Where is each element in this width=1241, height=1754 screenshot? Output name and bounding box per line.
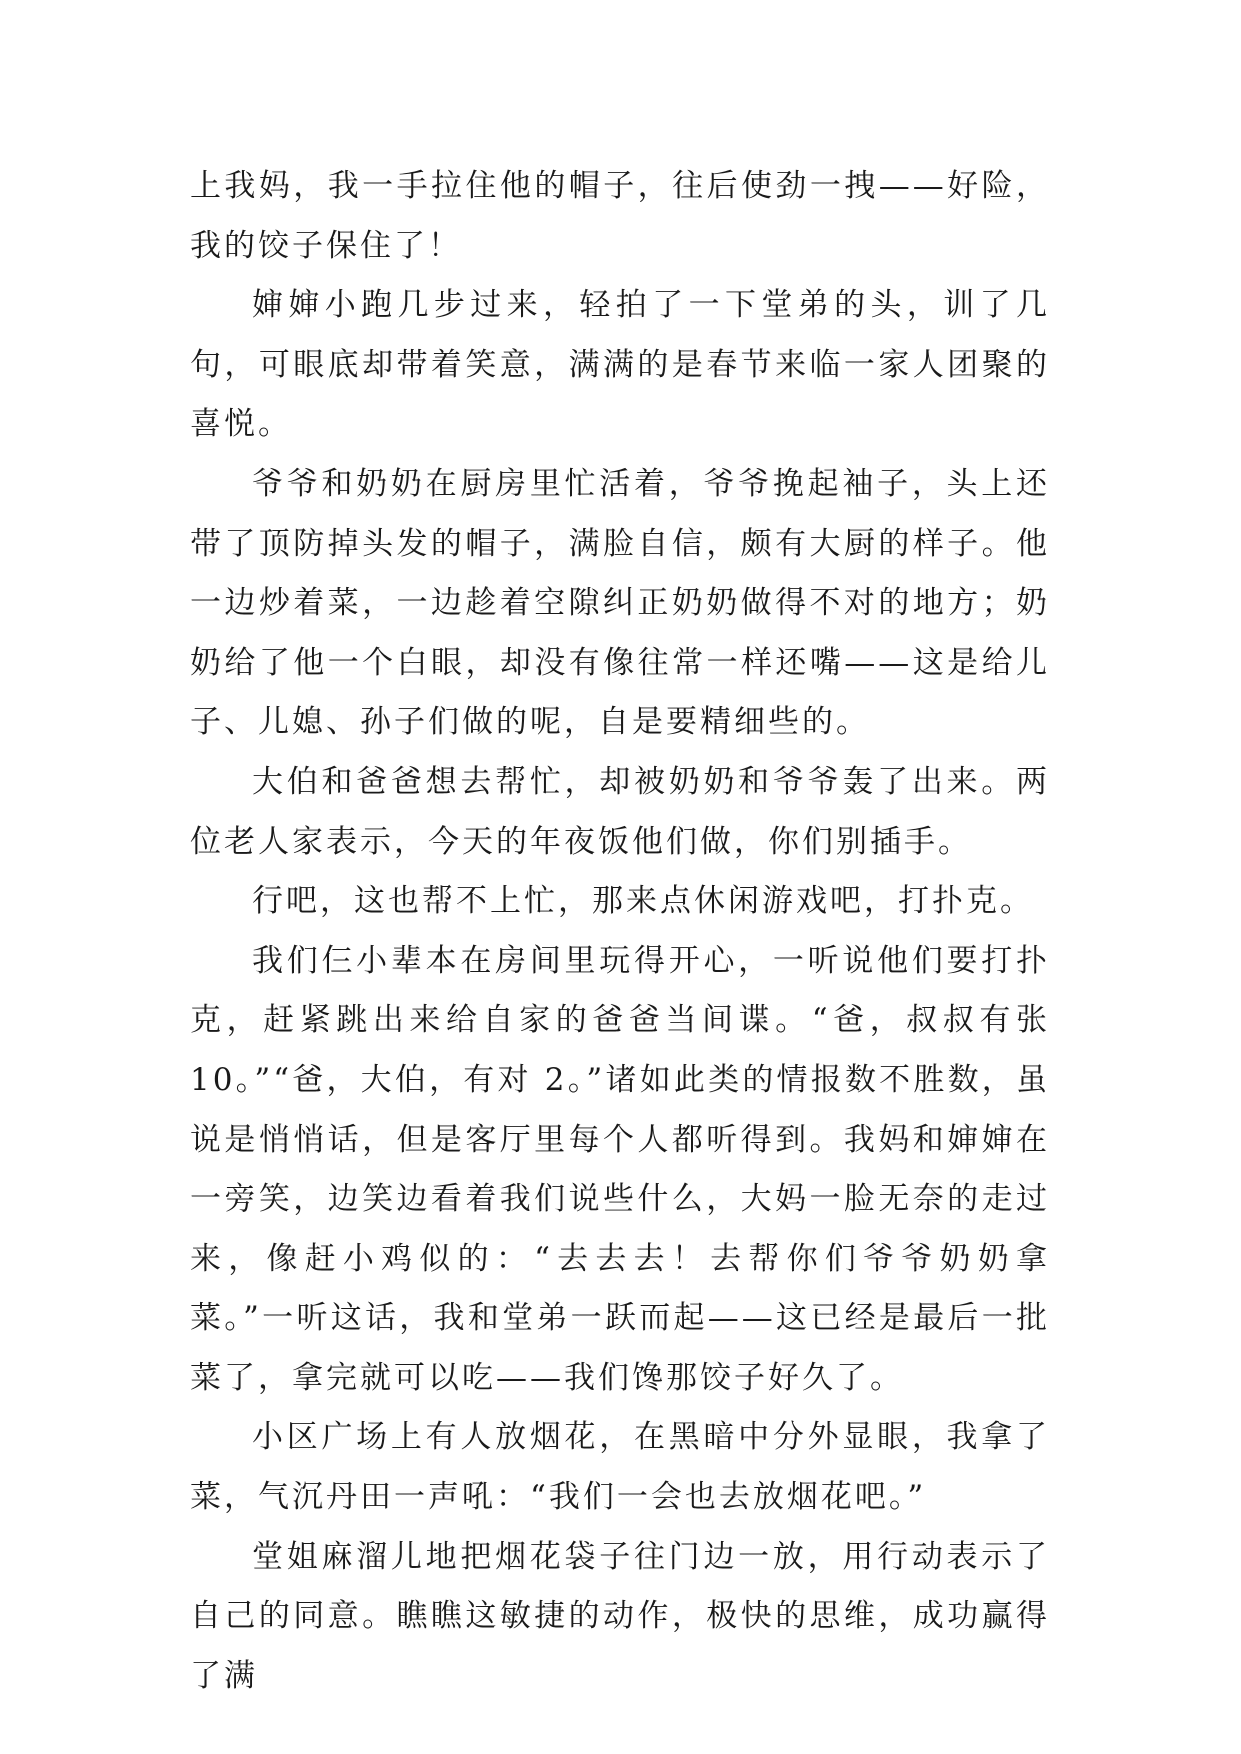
paragraph-8: 堂姐麻溜儿地把烟花袋子往门边一放，用行动表示了自己的同意。瞧瞧这敏捷的动作，极快的思维，成功赢得了满 xyxy=(190,1538,1050,1694)
paragraph-5: 行吧，这也帮不上忙，那来点休闲游戏吧，打扑克。 xyxy=(252,883,1034,920)
paragraph-4: 大伯和爸爸想去帮忙，却被奶奶和爷爷轰了出来。两位老人家表示，今天的年夜饭他们做，你们别插手。 xyxy=(190,763,1050,860)
paragraph-1: 上我妈，我一手拉住他的帽子，往后使劲一拽——好险，我的饺子保住了！ xyxy=(190,168,1050,264)
article-body xyxy=(190,157,1050,1706)
paragraph-3: 爷爷和奶奶在厨房里忙活着，爷爷挽起袖子，头上还带了顶防掉头发的帽子，满脸自信，颇有大厨的样子。他一边炒着菜，一边趁着空隙纠正奶奶做得不对的地方；奶奶给了他一个白眼，却没有像往常一样还嘴——这是给儿子、儿媳、孙子们做的呢，自是要精细些的。 xyxy=(190,465,1050,741)
paragraph-7: 小区广场上有人放烟花，在黑暗中分外显眼，我拿了菜，气沉丹田一声吼：“我们一会也去放烟花吧。” xyxy=(190,1419,1050,1516)
paragraph-6: 我们仨小辈本在房间里玩得开心，一听说他们要打扑克，赶紧跳出来给自家的爸爸当间谍。“爸，叔叔有张 10。”“爸，大伯，有对 2。”诸如此类的情报数不胜数，虽说是悄悄话，但是客厅里每个人都听得到。我妈和婶婶在一旁笑，边笑边看着我们说些什么，大妈一脸无奈的走过来，像赶小鸡似的：“去去去！去帮你们爷爷奶奶拿菜。”一听这话，我和堂弟一跃而起——这已经是最后一批菜了，拿完就可以吃——我们馋那饺子好久了。 xyxy=(190,942,1050,1396)
paragraph-2: 婶婶小跑几步过来，轻拍了一下堂弟的头，训了几句，可眼底却带着笑意，满满的是春节来临一家人团聚的喜悦。 xyxy=(190,287,1050,443)
